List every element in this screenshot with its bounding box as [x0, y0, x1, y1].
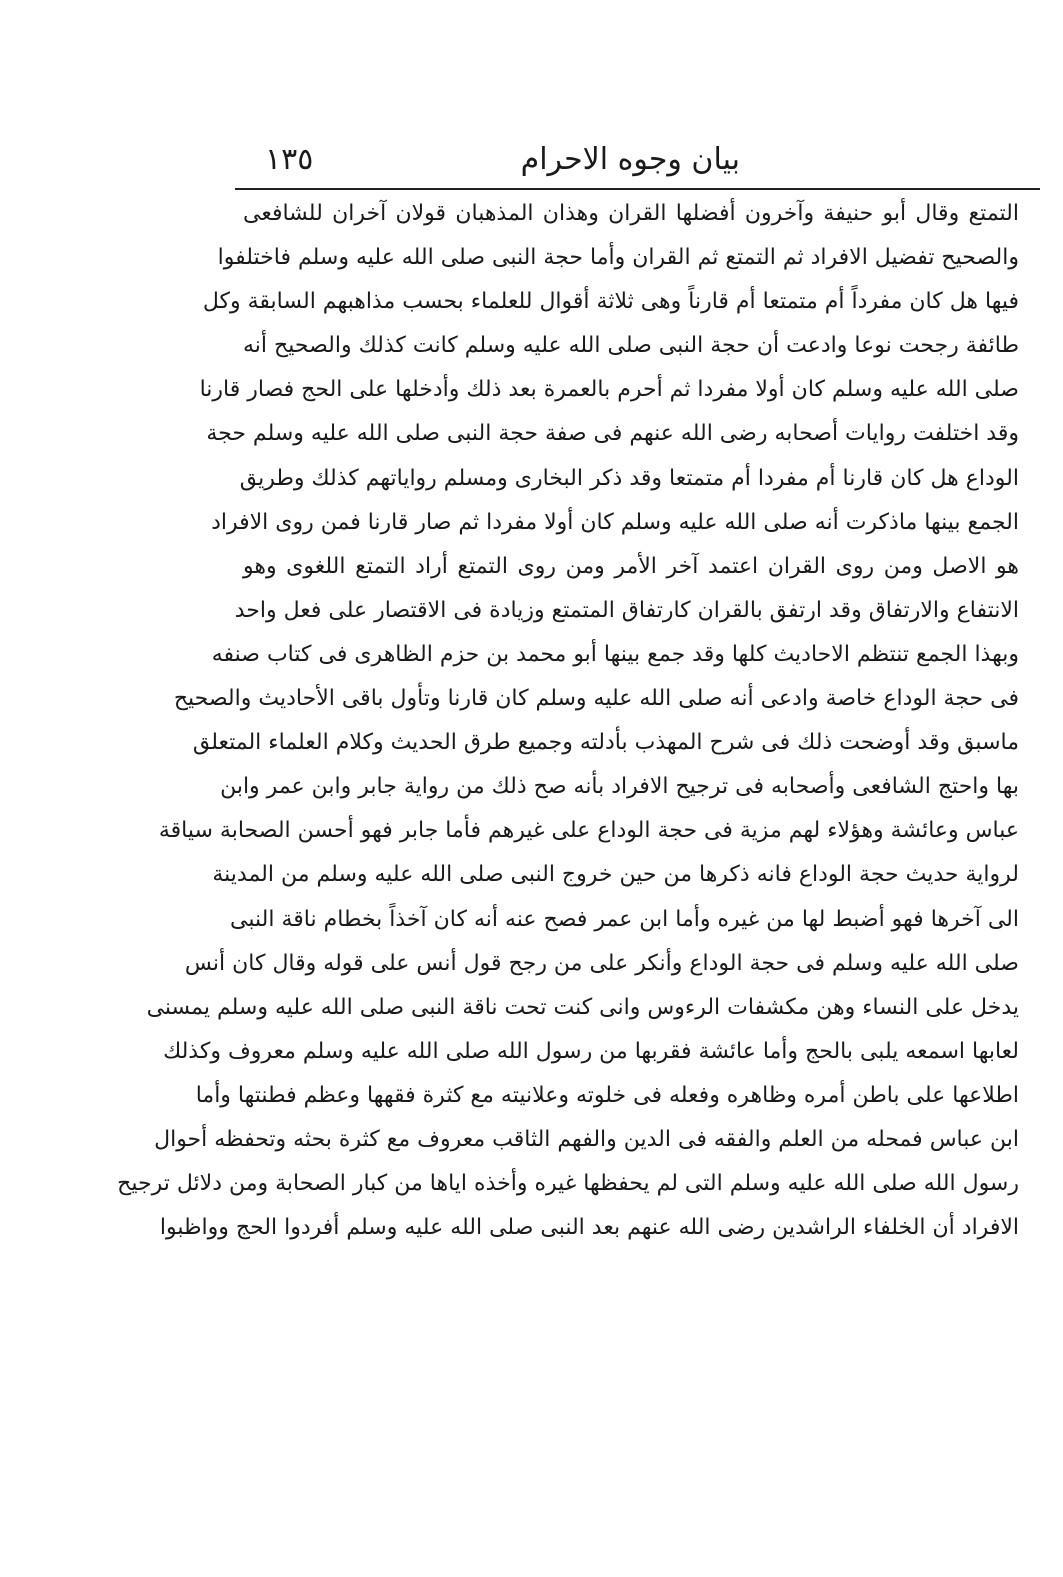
text-line: عباس وعائشة وهؤلاء لهم مزية فى حجة الوداع على غيرهم فأما جابر فهو أحسن الصحابة سياقة: [158, 818, 1019, 844]
text-line: الانتفاع والارتفاق وقد ارتفق بالقران كارتفاق المتمتع وزيادة فى الاقتصار على فعل واحد: [234, 597, 1019, 623]
text-line: بها واحتج الشافعى وأصحابه فى ترجيح الافراد بأنه صح ذلك من رواية جابر وابن عمر وابن: [220, 774, 1019, 800]
text-line: الوداع هل كان قارنا أم مفردا أم متمتعا وقد ذكر البخارى ومسلم رواياتهم كذلك وطريق: [239, 465, 1019, 491]
text-line: فيها هل كان مفرداً أم متمتعا أم قارناً وهى ثلاثة أقوال للعلماء بحسب مذاهبهم السابقة وكل: [202, 289, 1019, 315]
text-line: وبهذا الجمع تنتظم الاحاديث كلها وقد جمع بينها أبو محمد بن حزم الظاهرى فى كتاب صنفه: [211, 641, 1019, 667]
text-line: التمتع وقال أبو حنيفة وآخرون أفضلها القران وهذان المذهبان قولان آخران للشافعى: [243, 201, 1019, 226]
text-line: صلى الله عليه وسلم فى حجة الوداع وأنكر على من رجح قول أنس على قوله وقال كان أنس: [184, 950, 1019, 976]
body-text: [117, 192, 1019, 1250]
text-line: ماسبق وقد أوضحت ذلك فى شرح المهذب بأدلته وجميع طرق الحديث وكلام العلماء المتعلق: [192, 730, 1019, 756]
text-line: رسول الله صلى الله عليه وسلم التى لم يحفظها غيره وأخذه اياها من كبار الصحابة ومن دلائل ترجيح: [117, 1171, 1019, 1197]
text-line: ابن عباس فمحله من العلم والفقه فى الدين والفهم الثاقب معروف مع كثرة بحثه وتحفظه أحوال: [154, 1126, 1019, 1152]
text-line: لرواية حديث حجة الوداع فانه ذكرها من حين خروج النبى صلى الله عليه وسلم من المدينة: [212, 862, 1019, 888]
text-line: يدخل على النساء وهن مكشفات الرءوس وانى كنت تحت ناقة النبى صلى الله عليه وسلم يمسنى: [146, 994, 1019, 1020]
text-line: لعابها اسمعه يلبى بالحج وأما عائشة فقربها من رسول الله صلى الله عليه وسلم معروف وكذلك: [163, 1038, 1019, 1064]
text-line: الجمع بينها ماذكرت أنه صلى الله عليه وسلم كان أولا مفردا ثم صار قارنا فمن روى الافراد: [211, 509, 1019, 535]
text-line: والصحيح تفضيل الافراد ثم التمتع ثم القران وأما حجة النبى صلى الله عليه وسلم فاختلفوا: [217, 245, 1019, 271]
text-line: الافراد أن الخلفاء الراشدين رضى الله عنهم بعد النبى صلى الله عليه وسلم أفردوا الحج وواظبوا: [159, 1215, 1019, 1241]
running-title: بيان وجوه الاحرام: [520, 142, 740, 177]
text-line: وقد اختلفت روايات أصحابه رضى الله عنهم فى صفة حجة النبى صلى الله عليه وسلم حجة: [206, 421, 1019, 447]
page-header: [235, 138, 1040, 188]
text-line: اطلاعها على باطن أمره وظاهره وفعله فى خلوته وعلانيته مع كثرة فقهها وعظم فطنتها وأما: [195, 1082, 1019, 1108]
header-rule: [235, 188, 1040, 190]
text-line: صلى الله عليه وسلم كان أولا مفردا ثم أحرم بالعمرة بعد ذلك وأدخلها على الحج فصار قارنا: [199, 377, 1019, 403]
text-line: الى آخرها فهو أضبط لها من غيره وأما ابن عمر فصح عنه أنه كان آخذاً بخطام ناقة النبى: [230, 906, 1019, 932]
page-number: ١٣٥: [265, 142, 314, 177]
text-line: فى حجة الوداع خاصة وادعى أنه صلى الله عليه وسلم كان قارنا وتأول باقى الأحاديث والصحيح: [173, 686, 1019, 712]
text-line: هو الاصل ومن روى القران اعتمد آخر الأمر ومن روى التمتع أراد التمتع اللغوى وهو: [243, 553, 1019, 579]
text-line: طائفة رجحت نوعا وادعت أن حجة النبى صلى الله عليه وسلم كانت كذلك والصحيح أنه: [243, 333, 1019, 359]
